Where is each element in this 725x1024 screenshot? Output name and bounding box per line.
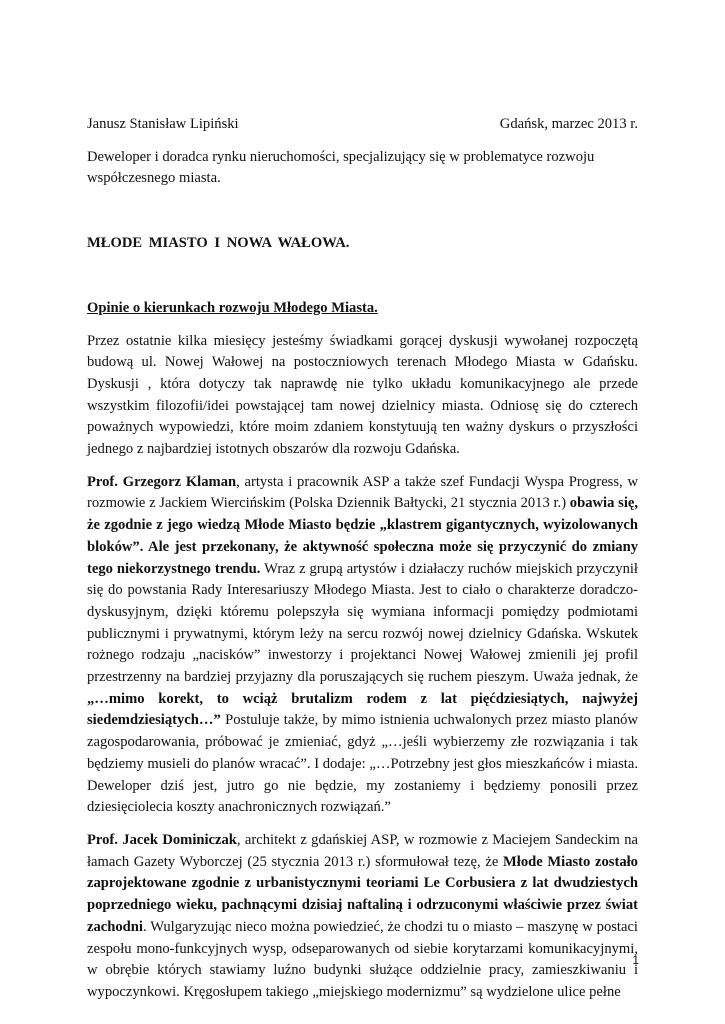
- emphasis-text: Młode Miasto zostało zaprojektowane zgodnie z urbanistycznymi teoriami Le Corbusiera z lat dwudziestych poprzedniego wieku, pachnącymi dzisiaj naftaliną i odrzuconymi właściwie przez świat zachodni: [87, 853, 638, 935]
- paragraph-intro: Przez ostatnie kilka miesięcy jesteśmy świadkami gorącej dyskusji wywołanej rozpoczętą budową ul. Nowej Wałowej na postoczniowych terenach Młodego Miasta w Gdańsku. Dyskusji , która dotyczy tak naprawdę nie tylko układu komunikacyjnego ale przede wszystkim filozofii/idei powstającej tam nowej dzielnicy miasta. Odniosę się do czterech poważnych wypowiedzi, które moim zdaniem konstytuują ten ważny dyskurs o przyszłości jednego z najbardziej istotnych obszarów dla rozwoju Gdańska.: [87, 332, 638, 458]
- document-title: MŁODE MIASTO I NOWA WAŁOWA.: [87, 235, 350, 252]
- paragraph-text: . Wulgaryzując nieco można powiedzieć, że chodzi tu o miasto – maszynę w postaci zespołu mono-funkcyjnych wysp, odseparowanych od siebie korytarzami komunikacyjnymi, w obrębie których stawiamy luźno budynki służące oddzielnie pracy, zamieszkiwaniu i wypoczynkowi. Kręgosłupem takiego „miejskiego modernizmu” są wydzielone ulice pełne: [87, 918, 638, 1000]
- section-heading: Opinie o kierunkach rozwoju Młodego Miasta.: [87, 299, 378, 316]
- emphasis-text: obawia się, że zgodnie z jego wiedzą Młode Miasto będzie „klastrem gigantycznych, wyizolowanych bloków”. Ale jest przekonany, że aktywność społeczna może się przyczynić do zmiany tego niekorzystnego trendu.: [87, 495, 638, 577]
- paragraph-text: , architekt z gdańskiej ASP, w rozmowie z Maciejem Sandeckim na łamach Gazety Wyborczej (25 stycznia 2013 r.) sformułował tezę, że: [87, 831, 638, 870]
- paragraph-klaman: [87, 472, 638, 819]
- paragraph-text: Postuluje także, by mimo istnienia uchwalonych przez miasto planów zagospodarowania, próbować je zmieniać, gdyż „…jeśli wybierzemy złe rozwiązania i tak będziemy musieli do planów wracać”. I dodaje: „…Potrzebny jest głos mieszkańców i miasta. Deweloper dziś jest, jutro go nie będzie, my zostaniemy i będziemy ponosili przez dziesięciolecia koszty anachronicznych rozwiązań.”: [87, 712, 638, 816]
- author-description: Deweloper i doradca rynku nieruchomości, specjalizujący się w problematyce rozwoju współczesnego miasta.: [87, 148, 595, 187]
- person-name-klaman: Prof. Grzegorz Klaman: [87, 473, 237, 490]
- document-page: [87, 114, 638, 1004]
- person-name-dominiczak: Prof. Jacek Dominiczak: [87, 831, 237, 848]
- emphasis-quote: „…mimo korekt, to wciąż brutalizm rodem z lat pięćdziesiątych, najwyżej siedemdziesiątych…”: [87, 690, 638, 729]
- author-name: Janusz Stanisław Lipiński: [87, 116, 239, 132]
- paragraph-text: Wraz z grupą artystów i działaczy ruchów miejskich przyczynił się do powstania Rady Interesariuszy Młodego Miasta. Jest to ciało o charakterze doradczo-dyskusyjnym, dzięki któremu polepszyła się wymiana informacji pomiędzy podmiotami publicznymi i prywatnymi, którym leży na sercu rozwój nowej dzielnicy Gdańska. Wskutek rożnego rodzaju „nacisków” inwestorzy i projektanci Nowej Wałowej zmienili jej profil przestrzenny na bardziej przyjazny dla poruszających się ruchem pieszym. Uważa jednak, że: [87, 560, 638, 686]
- place-and-date: Gdańsk, marzec 2013 r.: [499, 116, 638, 132]
- page-number: 1: [632, 953, 639, 967]
- paragraph-dominiczak: [87, 830, 638, 1004]
- document-header: [87, 114, 638, 136]
- paragraph-text: , artysta i pracownik ASP a także szef Fundacji Wyspa Progress, w rozmowie z Jackiem Wiercińskim (Polska Dziennik Bałtycki, 21 stycznia 2013 r.): [87, 473, 638, 512]
